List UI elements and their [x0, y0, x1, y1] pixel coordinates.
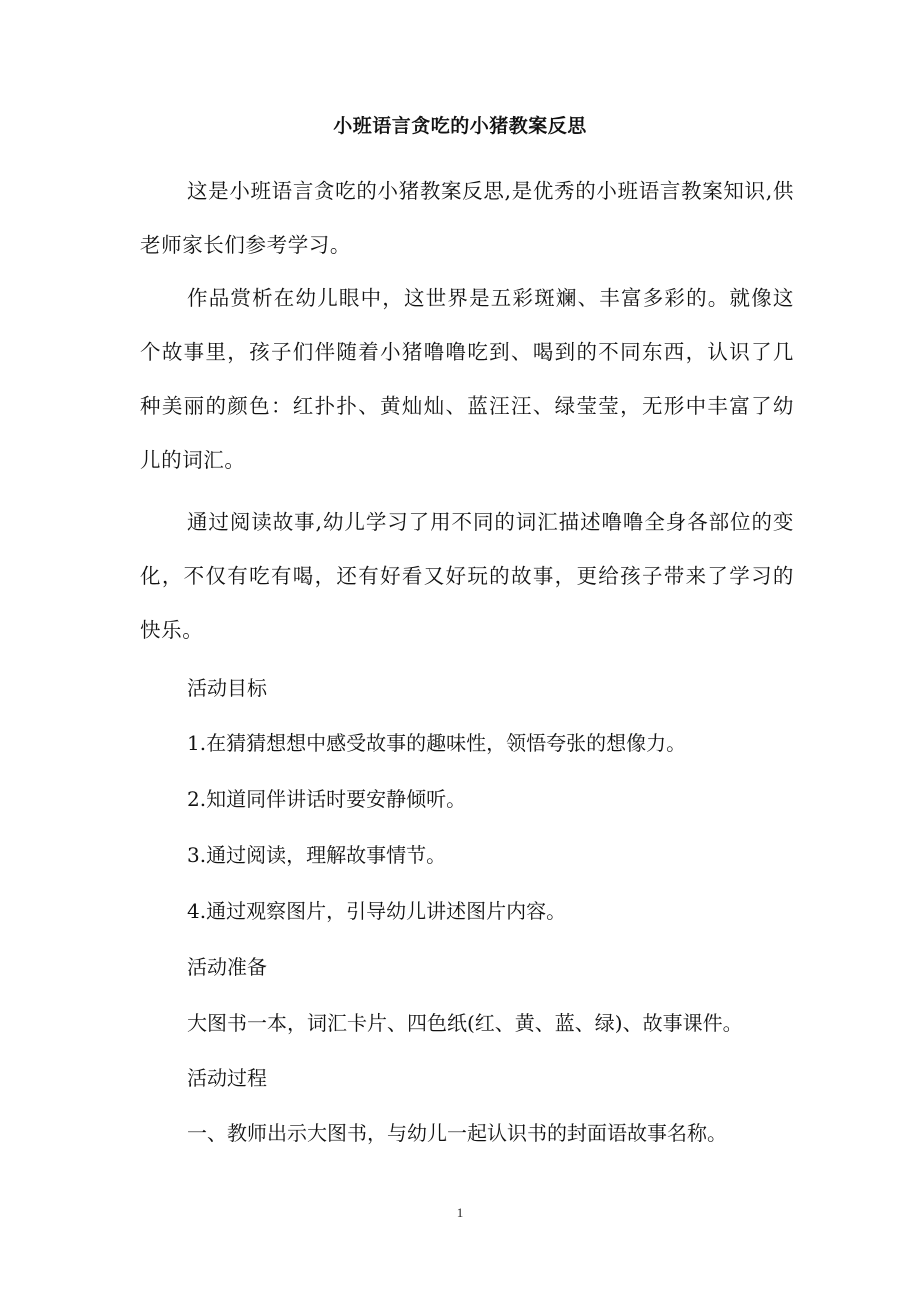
goal-item-1: 1.在猜猜想想中感受故事的趣味性，领悟夸张的想像力。 [187, 731, 687, 755]
goal-item-2: 2.知道同伴讲话时要安静倾听。 [187, 787, 467, 811]
page-number: 1 [456, 1205, 464, 1220]
reading-paragraph: 通过阅读故事,幼儿学习了用不同的词汇描述噜噜全身各部位的变化，不仅有吃有喝，还有好看又好玩的故事，更给孩子带来了学习的快乐。 [140, 510, 794, 642]
intro-paragraph: 这是小班语言贪吃的小猪教案反思,是优秀的小班语言教案知识,供老师家长们参考学习。 [140, 179, 794, 257]
prep-heading: 活动准备 [187, 955, 267, 979]
appreciation-paragraph: 作品赏析在幼儿眼中，这世界是五彩斑斓、丰富多彩的。就像这个故事里，孩子们伴随着小猪噜噜吃到、喝到的不同东西，认识了几种美丽的颜色：红扑扑、黄灿灿、蓝汪汪、绿莹莹，无形中丰富了幼儿的词汇。 [140, 286, 794, 472]
process-step-1: 一、教师出示大图书，与幼儿一起认识书的封面语故事名称。 [187, 1121, 727, 1145]
goal-item-4: 4.通过观察图片，引导幼儿讲述图片内容。 [187, 899, 567, 923]
prep-text: 大图书一本，词汇卡片、四色纸(红、黄、蓝、绿)、故事课件。 [187, 1011, 743, 1035]
goals-heading: 活动目标 [187, 676, 267, 700]
goal-item-3: 3.通过阅读，理解故事情节。 [187, 843, 447, 867]
document-title: 小班语言贪吃的小猪教案反思 [333, 115, 587, 137]
process-heading: 活动过程 [187, 1066, 267, 1090]
